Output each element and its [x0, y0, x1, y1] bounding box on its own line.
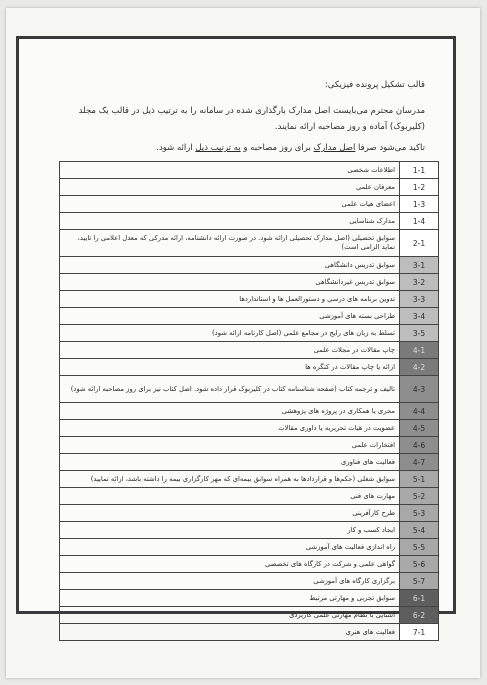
row-title: معرفان علمی	[60, 179, 400, 196]
table-row	[60, 257, 439, 274]
row-title: سوابق شغلی (حکم‌ها و قراردادها به همراه سوابق بیمه‌ای که مهر کارگزاری بیمه را داشته باشد، ارائه نمایید)	[60, 471, 400, 488]
document-frame	[16, 36, 456, 637]
row-number: 1-3	[400, 196, 439, 213]
note-text-mid: برای روز مصاحبه و	[240, 143, 314, 153]
table-row	[60, 291, 439, 308]
table-row	[60, 308, 439, 325]
row-number: 5-7	[400, 573, 439, 590]
table-row	[60, 624, 439, 641]
table-row	[60, 162, 439, 179]
table-row	[60, 376, 439, 403]
table-row	[60, 454, 439, 471]
table-row	[60, 213, 439, 230]
row-number: 5-5	[400, 539, 439, 556]
row-number: 5-6	[400, 556, 439, 573]
row-title: افتخارات علمی	[60, 437, 400, 454]
row-title: سوابق تدریس غیردانشگاهی	[60, 274, 400, 291]
table-row	[60, 420, 439, 437]
row-title: راه اندازی فعالیت های آموزشی	[60, 539, 400, 556]
table-row	[60, 488, 439, 505]
row-number: 5-3	[400, 505, 439, 522]
row-number: 4-2	[400, 359, 439, 376]
table-row	[60, 196, 439, 213]
row-title: چاپ مقالات در مجلات علمی	[60, 342, 400, 359]
table-row	[60, 274, 439, 291]
row-number: 4-6	[400, 437, 439, 454]
row-number: 3-3	[400, 291, 439, 308]
row-title: برگزاری کارگاه های آموزشی	[60, 573, 400, 590]
row-number: 7-1	[400, 624, 439, 641]
row-number: 6-1	[400, 590, 439, 607]
row-number: 1-1	[400, 162, 439, 179]
row-number: 3-5	[400, 325, 439, 342]
row-number: 4-7	[400, 454, 439, 471]
row-number: 3-4	[400, 308, 439, 325]
row-number: 4-5	[400, 420, 439, 437]
row-title: ارائه یا چاپ مقالات در کنگره ها	[60, 359, 400, 376]
table-row	[60, 342, 439, 359]
row-title: ایجاد کسب و کار	[60, 522, 400, 539]
row-title: مدارک شناسایی	[60, 213, 400, 230]
note-text-end: ارائه شود.	[156, 143, 196, 153]
form-title: قالب تشکیل پرونده فیزیکی:	[324, 80, 425, 90]
table-row	[60, 471, 439, 488]
row-title: سوابق تدریس دانشگاهی	[60, 257, 400, 274]
table-row	[60, 590, 439, 607]
row-number: 1-4	[400, 213, 439, 230]
table-row	[60, 505, 439, 522]
row-title: اعضای هیات علمی	[60, 196, 400, 213]
table-row	[60, 403, 439, 420]
row-title: مجری یا همکاری در پروژه های پژوهشی	[60, 403, 400, 420]
row-title: تدوین برنامه های درسی و دستورالعمل ها و استانداردها	[60, 291, 400, 308]
row-number: 6-2	[400, 607, 439, 624]
row-title: مهارت های فنی	[60, 488, 400, 505]
row-title: تسلط به زبان های رایج در مجامع علمی (اصل کارنامه ارائه شود)	[60, 325, 400, 342]
table-row	[60, 179, 439, 196]
row-title: سوابق تجربی و مهارتی مرتبط	[60, 590, 400, 607]
row-title: سوابق تحصیلی (اصل مدارک تحصیلی ارائه شود. در صورت ارائه دانشنامه، ارائه مدرکی که معدل اعلامی را تایید، نماید الزامی است)	[60, 230, 400, 257]
note-underlined-order: به ترتیب ذیل	[195, 143, 241, 153]
row-title: گواهی علمی و شرکت در کارگاه های تخصصی	[60, 556, 400, 573]
table-row	[60, 359, 439, 376]
intro-paragraph: مدرسان محترم می‌بایست اصل مدارک بارگذاری شده در سامانه را به ترتیب ذیل در قالب یک مجلد (کلیربوک) آماده و روز مصاحبه ارائه نمایند.	[78, 106, 425, 132]
table-row	[60, 607, 439, 624]
row-title: آشنایی با نظام مهارتی علمی کاربردی	[60, 607, 400, 624]
row-number: 5-2	[400, 488, 439, 505]
table-row	[60, 437, 439, 454]
row-title: عضویت در هیات تحریریه یا داوری مقالات	[60, 420, 400, 437]
row-number: 5-1	[400, 471, 439, 488]
table-row	[60, 325, 439, 342]
row-number: 4-4	[400, 403, 439, 420]
row-number: 3-2	[400, 274, 439, 291]
note-text: تاکید می‌شود صرفا	[355, 143, 425, 153]
emphasis-note	[156, 143, 425, 153]
row-number: 4-1	[400, 342, 439, 359]
row-title: فعالیت های فناوری	[60, 454, 400, 471]
row-title: فعالیت های هنری	[60, 624, 400, 641]
note-underlined-originals: اصل مدارک	[313, 143, 356, 153]
table-row	[60, 573, 439, 590]
table-row	[60, 556, 439, 573]
table-row	[60, 539, 439, 556]
table-row	[60, 230, 439, 257]
table-row	[60, 522, 439, 539]
row-number: 5-4	[400, 522, 439, 539]
row-number: 4-3	[400, 376, 439, 403]
row-number: 1-2	[400, 179, 439, 196]
documents-table	[59, 161, 439, 641]
row-title: طرح کارآفرینی	[60, 505, 400, 522]
row-number: 3-1	[400, 257, 439, 274]
row-title: اطلاعات شخصی	[60, 162, 400, 179]
row-number: 2-1	[400, 230, 439, 257]
row-title: تالیف و ترجمه کتاب (صفحه شناسنامه کتاب در کلیربوک قرار داده شود. اصل کتاب نیز برای روز مصاحبه ارائه شود)	[60, 376, 400, 403]
row-title: طراحی بسته های آموزشی	[60, 308, 400, 325]
